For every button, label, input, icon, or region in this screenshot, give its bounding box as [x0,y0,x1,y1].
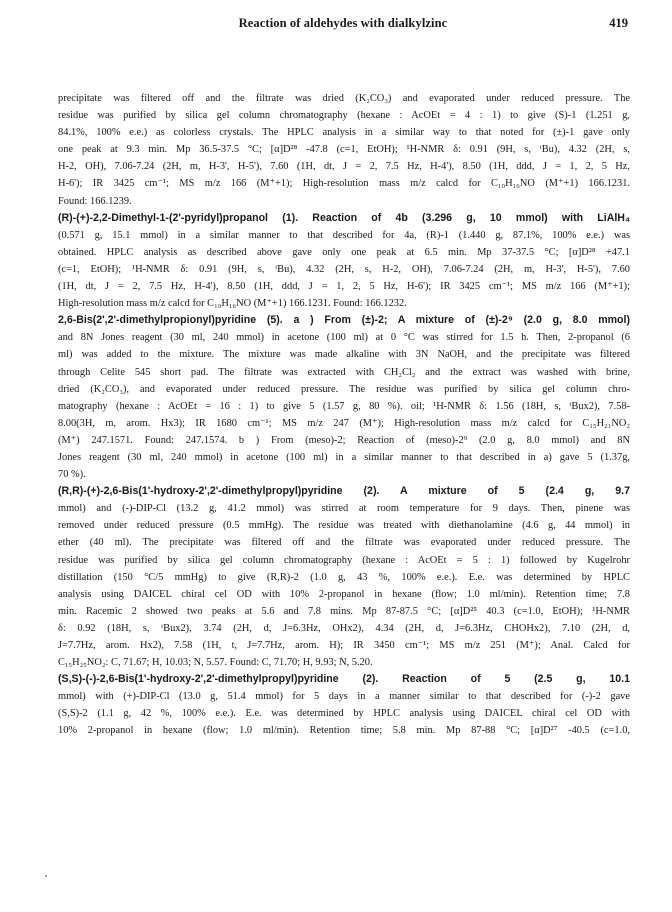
text-line: H-2, OH), 7.06-7.24 (2H, m, H-3', H-5'), 7.60 (1H, dt, J = 2, 7.5 Hz, H-4'), 8.50 (1H, ddd, J = 1, 2, 5 Hz, [58,161,630,173]
running-header [58,16,628,36]
experimental-text [58,90,630,740]
text-line: mmol) and (-)-DIP-Cl (13.2 g, 41.2 mmol) was stirred at room temperature for 9 days. Then, pinene was [58,503,630,515]
text-line: δ: 0.92 (18H, s, ᵗBux2), 3.74 (2H, d, J=6.3Hz, OHx2), 4.34 (2H, d, J=6.3Hz, CHOHx2), 7.10 (2H, d, [58,622,630,634]
text-line: H-6'); IR 3425 cm⁻¹; MS m/z 166 (M⁺+1); High-resolution mass m/z calcd for C₁₀H₁₆NO (M⁺+1) 166.1231. [58,178,630,190]
text-line: through Celite 545 short pad. The filtrate was extracted with CH₂Cl₂ and the extract was washed with brine, [58,366,630,378]
text-line: distillation (150 °C/5 mmHg) to give (R,R)-2 (1.0 g, 43 %, 100% e.e.). E.e. was determined by HPLC [58,571,630,583]
text-line: (c=1, EtOH); ¹H-NMR δ: 0.91 (9H, s, ᵗBu), 4.32 (2H, s, H-2, OH), 7.06-7.24 (2H, m, H-3', H-5'), 7.60 [58,263,630,275]
text-line: mmol) with (+)-DIP-Cl (13.0 g, 51.4 mmol) for 5 days in a manner similar to that described for (-)-2 gave [58,691,630,703]
text-line: ether (40 ml). The precipitate was filtered off and the filtrate was evaporated under reduced pressure. The [58,537,630,549]
text-line: (1H, dt, J = 2, 7.5 Hz, H-4'), 8.50 (1H, ddd, J = 1, 2, 5 Hz, H-6'); IR 3425 cm⁻¹; MS m/z 166 (M⁺+1); [58,281,630,293]
text-line: (S,S)-2 (1.1 g, 42 %, 100% e.e.). E.e. was determined by HPLC analysis using DAICEL chiral cel OD with [58,708,630,720]
text-line: dried (K₂CO₃), and evaporated under reduced pressure. The residue was purified by silica gel column chro- [58,383,630,395]
text-line: one peak at 9.3 min. Mp 36.5-37.5 °C; [α]D²⁸ -47.8 (c=1, EtOH); ¹H-NMR δ: 0.91 (9H, s, ᵗBu), 4.32 (2H, s, [58,144,630,156]
text-line: 70 %). [58,469,86,481]
text-line: High-resolution mass m/z calcd for C₁₀H₁₆NO (M⁺+1) 166.1231. Found: 166.1232. [58,298,407,310]
text-line: residue was purified by silica gel column chromatography (hexane : AcOEt = 4 : 1) to give (S)-1 (1.251 g, [58,110,630,122]
text-line: min. Racemic 2 showed two peaks at 5.6 and 7.8 mins. Mp 87-87.5 °C; [α]D²⁵ 40.3 (c=1.0, EtOH); ¹H-NMR [58,605,630,617]
running-title: Reaction of aldehydes with dialkylzinc [238,16,448,30]
scan-speck [45,875,47,877]
text-line: 8.00(3H, m, arom. Hx3); IR 1680 cm⁻¹; MS m/z 247 (M⁺); High-resolution mass m/z calcd for C₁₅H₂₁NO₂ [58,417,630,429]
compound-heading-line: (R)-(+)-2,2-Dimethyl-1-(2'-pyridyl)propanol (1). Reaction of 4b (3.296 g, 10 mmol) with LiAlH₄ [58,211,630,224]
text-line: matography (hexane : AcOEt = 16 : 1) to give 5 (1.57 g, 80 %). oil; ¹H-NMR δ: 1.56 (18H, s, ᵗBux2), 7.58- [58,400,630,412]
text-line: Jones reagent (30 ml, 240 mmol) in acetone (100 ml) in a similar manner to that described in a) gave 5 (1.37g, [58,451,630,463]
compound-heading-line: (S,S)-(-)-2,6-Bis(1'-hydroxy-2',2'-dimethylpropyl)pyridine (2). Reaction of 5 (2.5 g, 10.1 [58,673,630,686]
text-line: ml) was added to the mixture. The mixture was made alkaline with 3N NaOH, and the precipitate was filtered [58,349,630,361]
text-line: (0.571 g, 15.1 mmol) in a similar manner to that described for 4a, (R)-1 (1.440 g, 87.1%, 100% e.e.) was [58,229,630,241]
text-line: analysis using DAICEL chiral cel OD with 10% 2-propanol in hexane (flow; 1.0 ml/min). Retention time; 7.8 [58,588,630,600]
text-line: 84.1%, 100% e.e.) as colorless crystals. The HPLC analysis in a similar way to that noted for (±)-1 gave only [58,127,630,139]
compound-heading-line: 2,6-Bis(2',2'-dimethylpropionyl)pyridine (5). a ) From (±)-2; A mixture of (±)-2⁹ (2.0 g, 8.0 mmol) [58,314,630,327]
page-number: 419 [609,16,628,30]
text-line: (M⁺) 247.1571. Found: 247.1574. b ) From (meso)-2; Reaction of (meso)-2⁹ (2.0 g, 8.0 mmol) and 8N [58,434,630,446]
text-line: obtained. HPLC analysis as described above gave only one peak at 6.5 min. Mp 37-37.5 °C; [α]D²⁸ +47.1 [58,246,630,258]
text-line: residue was purified by silica gel column chromatography (hexane : AcOEt = 5 : 1) followed by Kugelrohr [58,554,630,566]
text-line: C₁₅H₂₅NO₂: C, 71.67; H, 10.03; N, 5.57. Found: C, 71.70; H, 9.93; N, 5.20. [58,657,373,669]
compound-heading-line: (R,R)-(+)-2,6-Bis(1'-hydroxy-2',2'-dimethylpropyl)pyridine (2). A mixture of 5 (2.4 g, 9.7 [58,485,630,498]
text-line: precipitate was filtered off and the filtrate was dried (K₂CO₃) and evaporated under reduced pressure. The [58,93,630,104]
text-line: and 8N Jones reagent (30 ml, 240 mmol) in acetone (100 ml) at 0 °C was stirred for 1.5 h. Then, 2-propanol (6 [58,332,630,344]
text-line: J=7.7Hz, arom. Hx2), 7.58 (1H, t, J=7.7Hz, arom. H); IR 3450 cm⁻¹; MS m/z 251 (M⁺); Anal. Calcd for [58,640,630,651]
text-line: Found: 166.1239. [58,195,132,207]
text-line: 10% 2-propanol in hexane (flow; 1.0 ml/min). Retention time; 5.8 min. Mp 87-88 °C; [α]D²⁷ -40.5 (c=1.0, [58,725,630,737]
text-line: removed under reduced pressure (0.5 mmHg). The residue was treated with diethanolamine (4.6 g, 44 mmol) in [58,520,630,532]
